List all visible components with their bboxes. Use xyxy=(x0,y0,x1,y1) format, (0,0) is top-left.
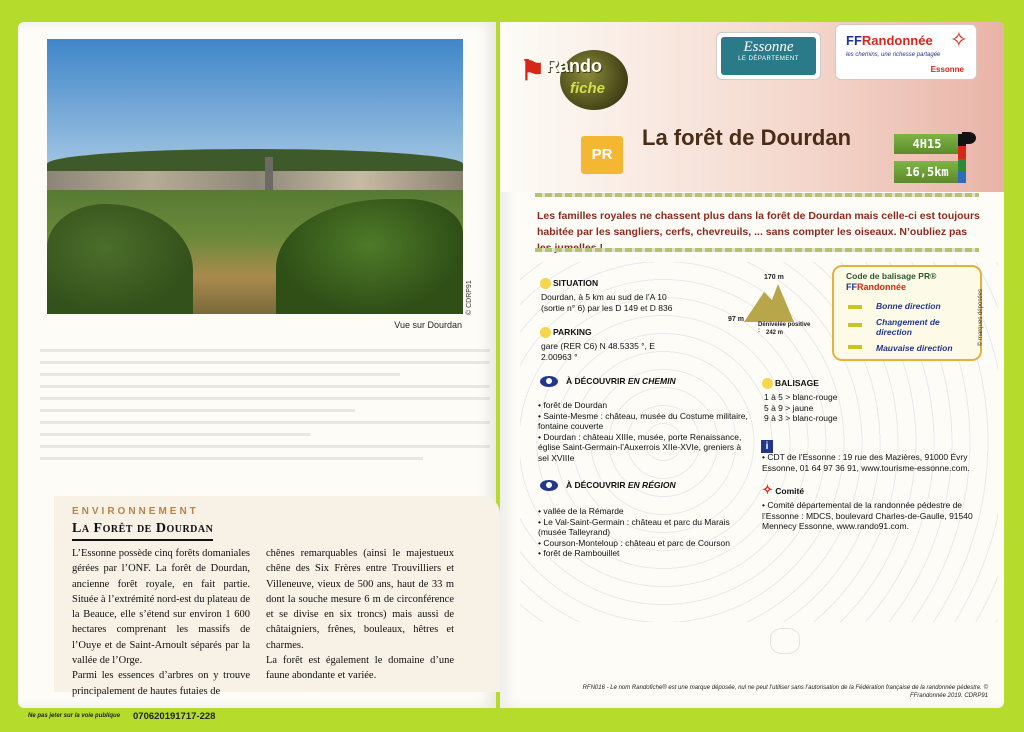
discover-region-heading: À DÉCOUVRIR EN RÉGION xyxy=(540,480,676,491)
environment-paragraph: chênes remarquables (ainsi le majestueux chêne des Six Frères entre Trouvilliers et Villeneuve, vieux de 500 ans, haut de 33 m dont la souche mesure 6 m de circonférence et se divise en six troncs) mais aussi de châtaigniers, frênes, bouleaux, hêtres et charmes. xyxy=(266,548,454,651)
balisage-label: BALISAGE xyxy=(762,378,819,389)
bullet-icon xyxy=(540,327,551,338)
environment-box xyxy=(54,496,500,697)
environment-title: La Forêt de Dourdan xyxy=(72,521,213,541)
photo-caption: Vue sur Dourdan xyxy=(394,320,462,330)
duration-badge: 4H15 xyxy=(894,134,960,154)
intro-text: Les familles royales ne chassent plus dans la forêt de Dourdan mais celle-ci est toujours habitée par les sangliers, cerfs, chevreuils, ... sans compter les oiseaux. N’oubliez pas xyxy=(537,210,980,238)
stamp-mark xyxy=(770,628,800,654)
eye-icon xyxy=(540,480,558,491)
discover-path-heading: À DÉCOUVRIR EN CHEMIN xyxy=(540,376,676,387)
discover-path-list: • forêt de Dourdan • Sainte-Mesme : château, musée du Costume militaire, fontaine couverte • Dourdan : château XIIIe, musée, porte Renaissance, église Saint-Germain-l’Auxerrois XIIe-XVIe, greniers à sel XVIIIe xyxy=(538,400,748,463)
environment-column-2 xyxy=(266,546,454,684)
pr-badge: PR xyxy=(581,136,623,174)
essonne-logo: Essonne LE DÉPARTEMENT xyxy=(716,32,821,80)
document-code: 070620191717-228 xyxy=(133,711,216,722)
bullet-icon xyxy=(540,278,551,289)
environment-paragraph: La forêt est également le domaine d’une faune abondante et variée. xyxy=(266,655,454,682)
elevation-profile: 170 m 97 m Dénivelée positive : 242 m xyxy=(728,274,814,340)
environment-paragraph: L’Essonne possède cinq forêts domaniales gérées par l’ONF. La forêt de Dourdan, ancienne forêt royale, en fait partie. Située à l’extrémité nord-est du plateau de la Beauce, elle s’étend sur environ 1 600 hectares comprenant les massifs de l’Ouye et de Saint-Arnoult séparés par la vallée de l’Orge. xyxy=(72,548,250,667)
discover-region-list: • vallée de la Rémarde • Le Val-Saint-Germain : château et parc du Marais (musée Talleyrand) • Courson-Monteloup : château et parc de Courson • forêt de Rambouillet xyxy=(538,506,730,558)
environment-category: ENVIRONNEMENT xyxy=(72,506,199,517)
eye-icon xyxy=(540,376,558,387)
difficulty-bars xyxy=(958,134,966,183)
ffrandonnee-logo: FFRandonnée ✧ les chemins, une richesse partagée Essonne xyxy=(835,24,977,80)
copyright-note: RFN016 - Le nom Randofiche® est une marque déposée, nul ne peut l’utiliser sans l’autorisation de la Fédération française de la randonnée pédestre. © FFrandonnée 2019. CDRP91 xyxy=(582,685,988,699)
bullet-icon xyxy=(762,378,773,389)
info-icon: i xyxy=(761,436,773,454)
environment-column-1 xyxy=(72,546,250,699)
comite-text: • Comité départemental de la randonnée pédestre de l’Essonne : MDCS, boulevard Charles-de-Gaulle, 91540 Mennecy Essonne, www.rando91.com. xyxy=(762,500,973,531)
marker-wrong-icon xyxy=(848,345,862,349)
page-title: La forêt de Dourdan xyxy=(642,125,852,150)
walker-icon: ⚑ xyxy=(520,55,546,86)
footnote: Ne pas jeter sur la voie publique xyxy=(28,713,121,719)
situation-label: SITUATION xyxy=(540,278,598,289)
comite-label: ✧ Comité xyxy=(762,482,805,497)
environment-paragraph: Parmi les essences d’arbres on y trouve principalement de hautes futaies de xyxy=(72,670,250,697)
situation-text: Dourdan, à 5 km au sud de l’A 10 (sortie n° 6) par les D 149 et D 836 xyxy=(541,292,673,313)
photo-credit: © CDRP91 xyxy=(466,280,473,315)
parking-label: PARKING xyxy=(540,327,592,338)
marker-turn-icon xyxy=(848,323,862,327)
divider xyxy=(535,193,979,197)
distance-badge: 16,5km xyxy=(894,161,960,183)
divider xyxy=(535,248,979,252)
marker-straight-icon xyxy=(848,305,862,309)
balisage-code-box: Code de balisage PR® FFRandonnée Bonne direction Changement de direction Mauvaise direction © marques déposées xyxy=(832,265,982,361)
hiker-icon: ✧ xyxy=(949,27,968,52)
faded-background-text xyxy=(40,340,490,500)
landscape-photo xyxy=(47,39,463,314)
randofiche-logo: ⚑ Rando fiche xyxy=(520,50,644,110)
cdt-text: • CDT de l’Essonne : 19 rue des Mazières, 91000 Évry Essonne, 01 64 97 36 91, www.tourisme-essonne.com. xyxy=(762,452,970,473)
balisage-lines: 1 à 5 > blanc-rouge 5 à 9 > jaune 9 à 3 > blanc-rouge xyxy=(764,392,838,423)
hiker-icon: ✧ xyxy=(762,482,773,497)
parking-text: gare (RER C6) N 48.5335 °, E 2.00963 ° xyxy=(541,341,655,362)
